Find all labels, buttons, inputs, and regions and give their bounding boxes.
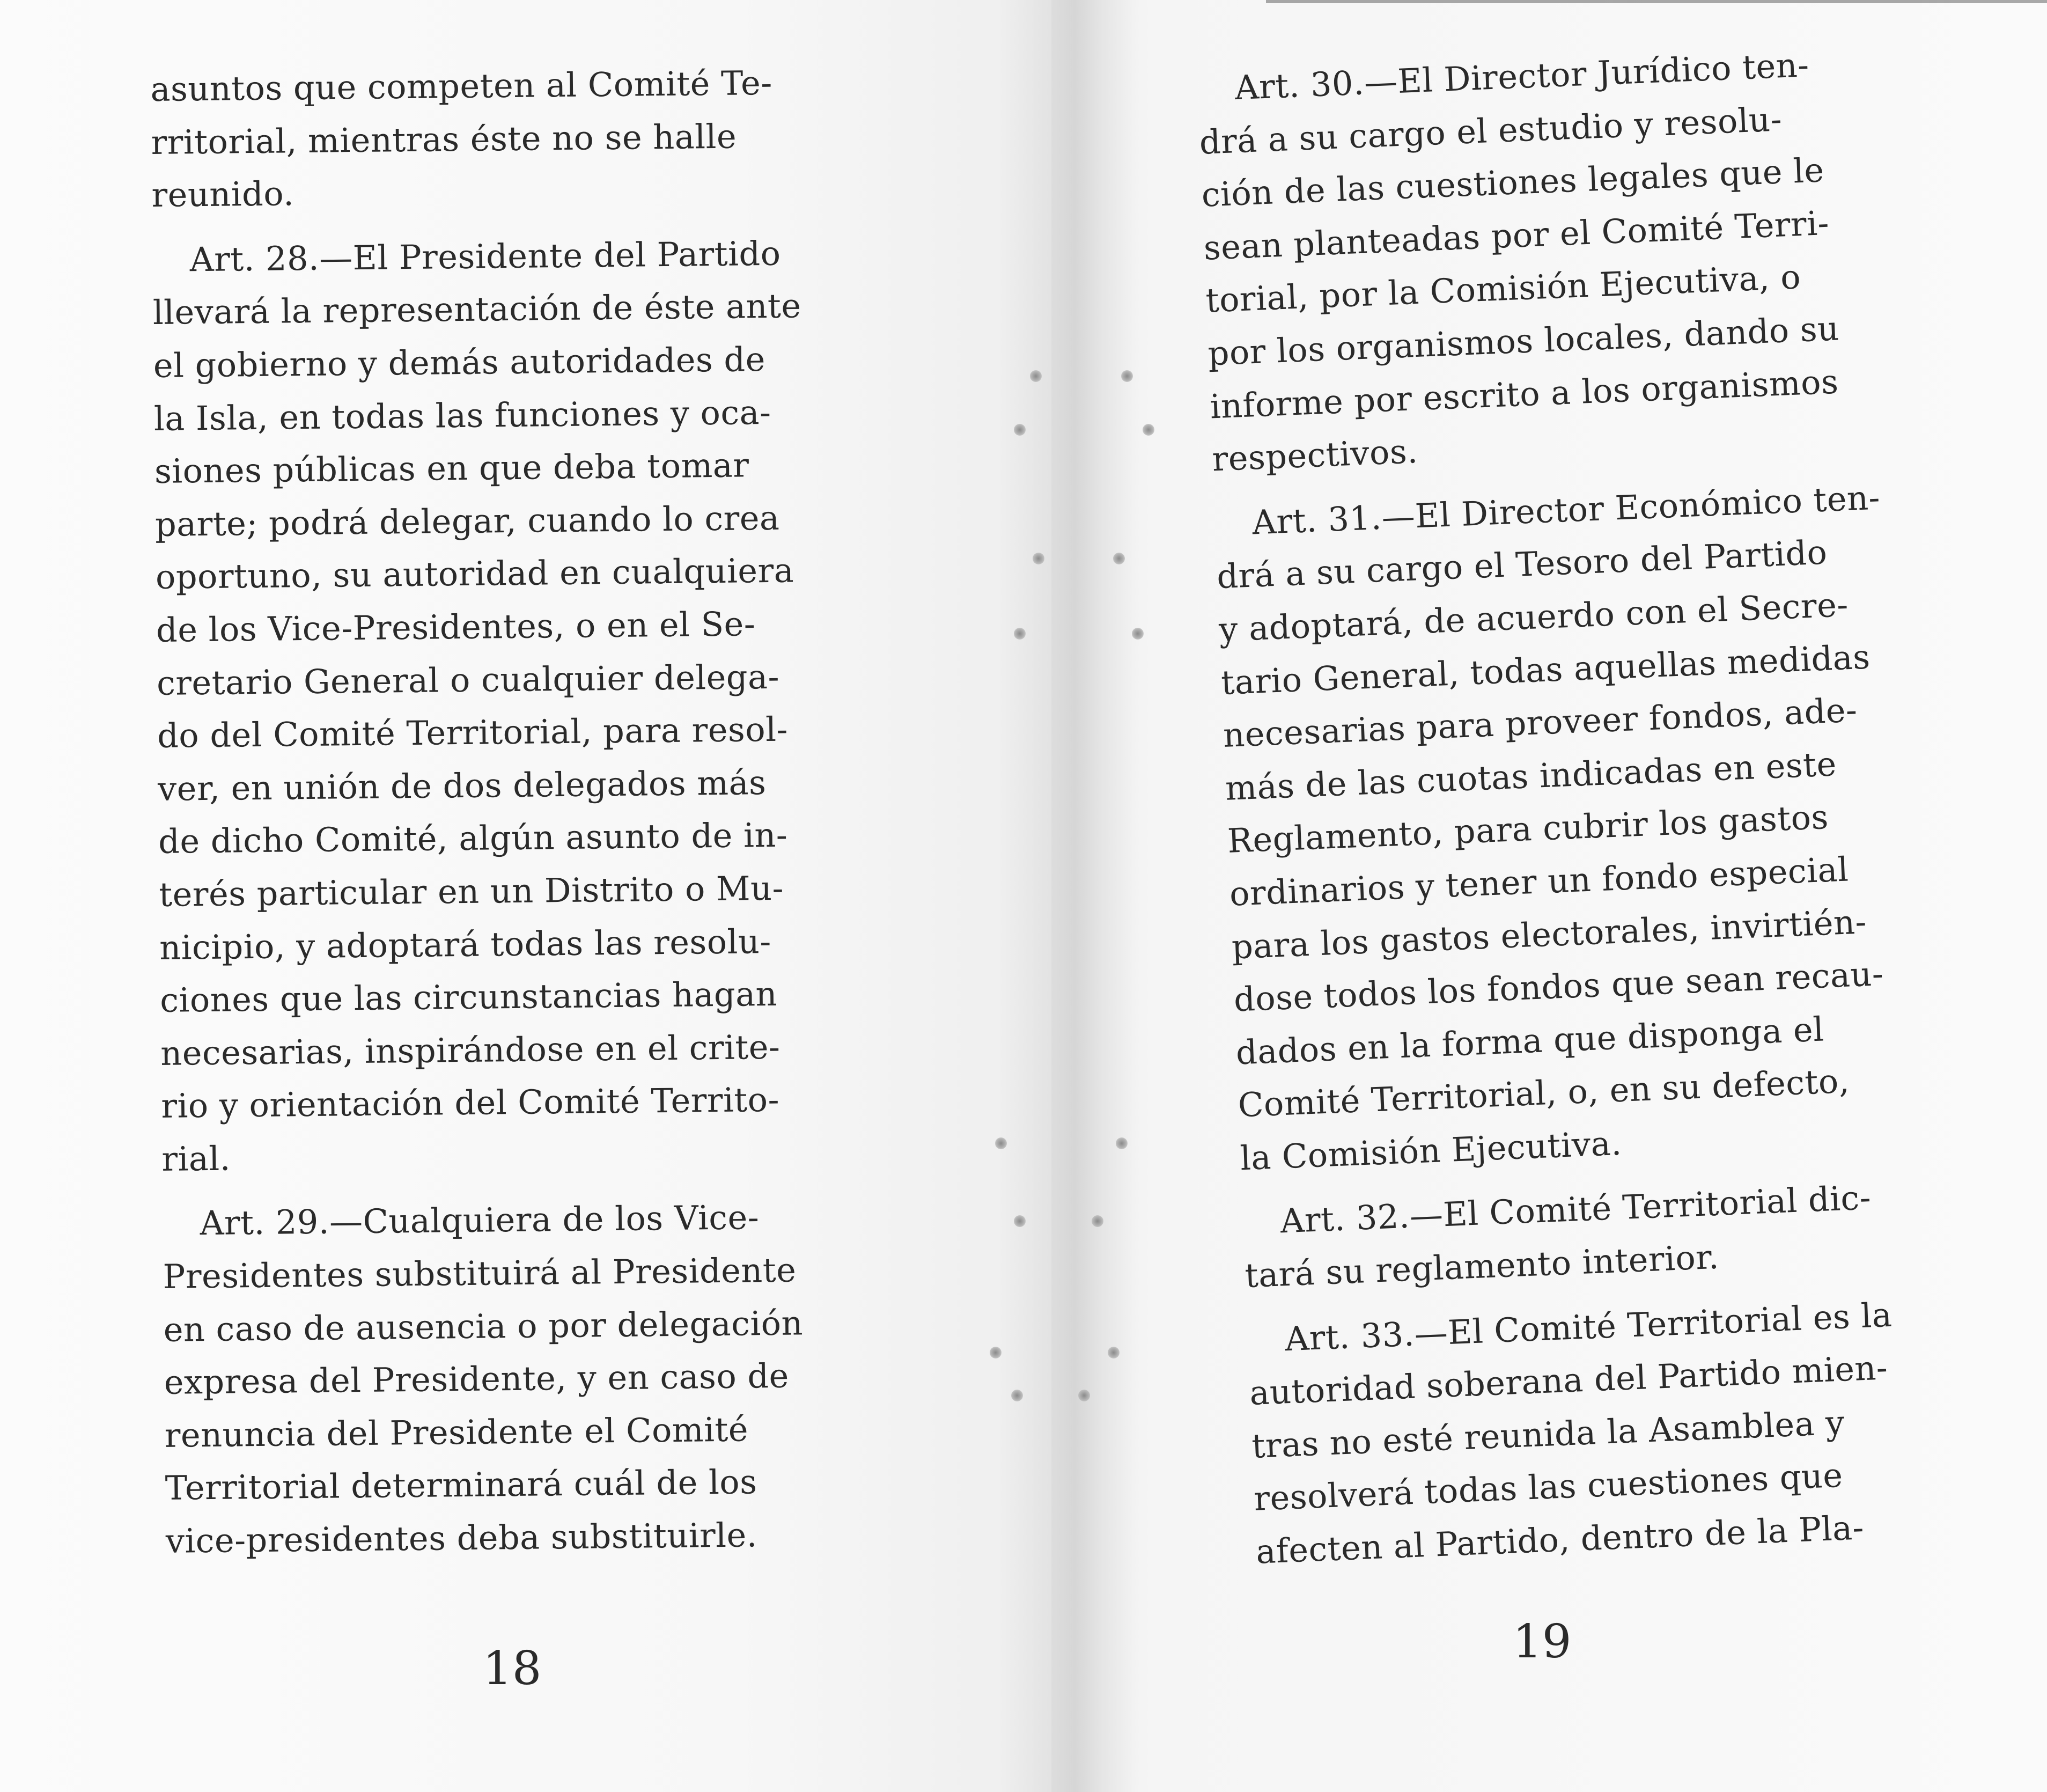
staple-hole: [1078, 1390, 1090, 1401]
text-line: Art. 32.—El Comité Territorial dic-: [1279, 1178, 1872, 1241]
text-line: Art. 29.—Cualquiera de los Vice-: [200, 1198, 760, 1243]
text-line: de dicho Comité, algún asunto de in-: [158, 815, 788, 862]
text-line: por los organismos locales, dando su: [1207, 309, 1840, 373]
text-line: de los Vice-Presidentes, o en el Se-: [156, 604, 756, 650]
text-line: expresa del Presidente, y en caso de: [164, 1356, 790, 1402]
text-line: nicipio, y adoptará todas las resolu-: [159, 921, 772, 967]
text-line: parte; podrá delegar, cuando lo crea: [154, 498, 780, 544]
text-line: terés particular en un Distrito o Mu-: [158, 868, 784, 914]
text-line: la Comisión Ejecutiva.: [1239, 1123, 1623, 1178]
text-line: Territorial determinará cuál de los: [165, 1462, 757, 1508]
text-line: oportuno, su autoridad en cualquiera: [155, 550, 794, 597]
text-line: siones públicas en que deba tomar: [154, 445, 749, 491]
staple-hole: [1030, 370, 1042, 382]
staple-hole: [1033, 553, 1044, 564]
page-number-right: 19: [1513, 1615, 1572, 1669]
text-line: informe por escrito a los organismos: [1209, 362, 1839, 427]
paragraph-continuation: [150, 55, 946, 222]
text-line: ciones que las circunstancias hagan: [159, 974, 778, 1020]
staple-hole: [1113, 553, 1125, 564]
text-line: torial, por la Comisión Ejecutiva, o: [1205, 257, 1802, 320]
text-line: necesarias, inspirándose en el crite-: [160, 1027, 780, 1073]
text-line: Art. 31.—El Director Económico ten-: [1251, 478, 1881, 542]
text-line: el gobierno y demás autoridades de: [153, 339, 766, 385]
text-line: dados en la forma que disponga el: [1235, 1009, 1825, 1073]
staple-hole: [995, 1137, 1007, 1149]
staple-hole: [1011, 1390, 1023, 1401]
text-line: necesarias para proveer fondos, ade-: [1222, 690, 1858, 755]
staple-hole: [990, 1347, 1002, 1358]
article-32: [1242, 1166, 2007, 1303]
staple-hole: [1108, 1347, 1120, 1358]
text-line: tará su reglamento interior.: [1244, 1237, 1720, 1296]
article-33: [1247, 1284, 2019, 1579]
text-line: tras no esté reunida la Asamblea y: [1251, 1402, 1846, 1466]
text-line: dose todos los fondos que sean recau-: [1233, 954, 1884, 1019]
staple-hole: [1014, 424, 1026, 436]
text-line: rritorial, mientras éste no se halle: [151, 116, 737, 162]
text-line: afecten al Partido, dentro de la Pla-: [1255, 1508, 1865, 1571]
staple-hole: [1121, 370, 1133, 382]
text-line: respectivos.: [1211, 431, 1419, 479]
staple-hole: [1132, 628, 1144, 640]
text-line: Art. 28.—El Presidente del Partido: [189, 233, 781, 280]
page-number-left: 18: [483, 1642, 542, 1695]
text-line: resolverá todas las cuestiones que: [1253, 1456, 1844, 1519]
text-line: en caso de ausencia o por delegación: [163, 1303, 804, 1349]
text-line: Presidentes substituirá al Presidente: [163, 1250, 797, 1296]
staple-hole: [1116, 1137, 1128, 1149]
text-line: Comité Territorial, o, en su defecto,: [1237, 1061, 1851, 1125]
text-line: Art. 33.—El Comité Territorial es la: [1284, 1295, 1893, 1358]
text-line: tario General, todas aquellas medidas: [1220, 637, 1871, 702]
text-line: y adoptará, de acuerdo con el Secre-: [1218, 584, 1850, 650]
text-line: vice-presidentes deba substituirle.: [165, 1515, 758, 1561]
text-line: sean planteadas por el Comité Terri-: [1203, 203, 1830, 268]
text-line: do del Comité Territorial, para resol-: [157, 709, 789, 756]
article-29: [162, 1189, 960, 1568]
page-top-edge: [1266, 0, 2047, 3]
staple-hole: [1092, 1215, 1103, 1227]
text-line: drá a su cargo el estudio y resolu-: [1198, 99, 1783, 162]
staple-hole: [1014, 628, 1026, 640]
text-line: rio y orientación del Comité Territo-: [160, 1080, 780, 1126]
right-page-text: [1196, 33, 2019, 1590]
text-line: ción de las cuestiones legales que le: [1201, 150, 1825, 215]
article-31: [1214, 467, 2002, 1185]
text-line: autoridad soberana del Partido mien-: [1249, 1348, 1889, 1413]
text-line: ordinarios y tener un fondo especial: [1228, 849, 1850, 914]
text-line: la Isla, en todas las funciones y oca-: [153, 392, 771, 438]
text-line: Reglamento, para cubrir los gastos: [1226, 797, 1830, 861]
staple-hole: [1143, 424, 1154, 436]
text-line: asuntos que competen al Comité Te-: [150, 63, 773, 109]
text-line: Art. 30.—El Director Jurídico ten-: [1234, 45, 1810, 108]
text-line: rial.: [161, 1139, 231, 1179]
text-line: drá a su cargo el Tesoro del Partido: [1216, 532, 1828, 597]
text-line: más de las cuotas indicadas en este: [1224, 744, 1837, 808]
article-28: [152, 225, 956, 1186]
left-page-text: [150, 55, 960, 1580]
text-line: renuncia del Presidente el Comité: [164, 1409, 749, 1455]
text-line: reunido.: [151, 174, 294, 215]
article-30: [1196, 33, 1975, 486]
text-line: para los gastos electorales, invirtién-: [1231, 901, 1868, 967]
staple-hole: [1014, 1215, 1026, 1227]
text-line: ver, en unión de dos delegados más: [157, 762, 767, 809]
text-line: llevará la representación de éste ante: [152, 286, 801, 333]
text-line: cretario General o cualquier delega-: [156, 657, 780, 703]
